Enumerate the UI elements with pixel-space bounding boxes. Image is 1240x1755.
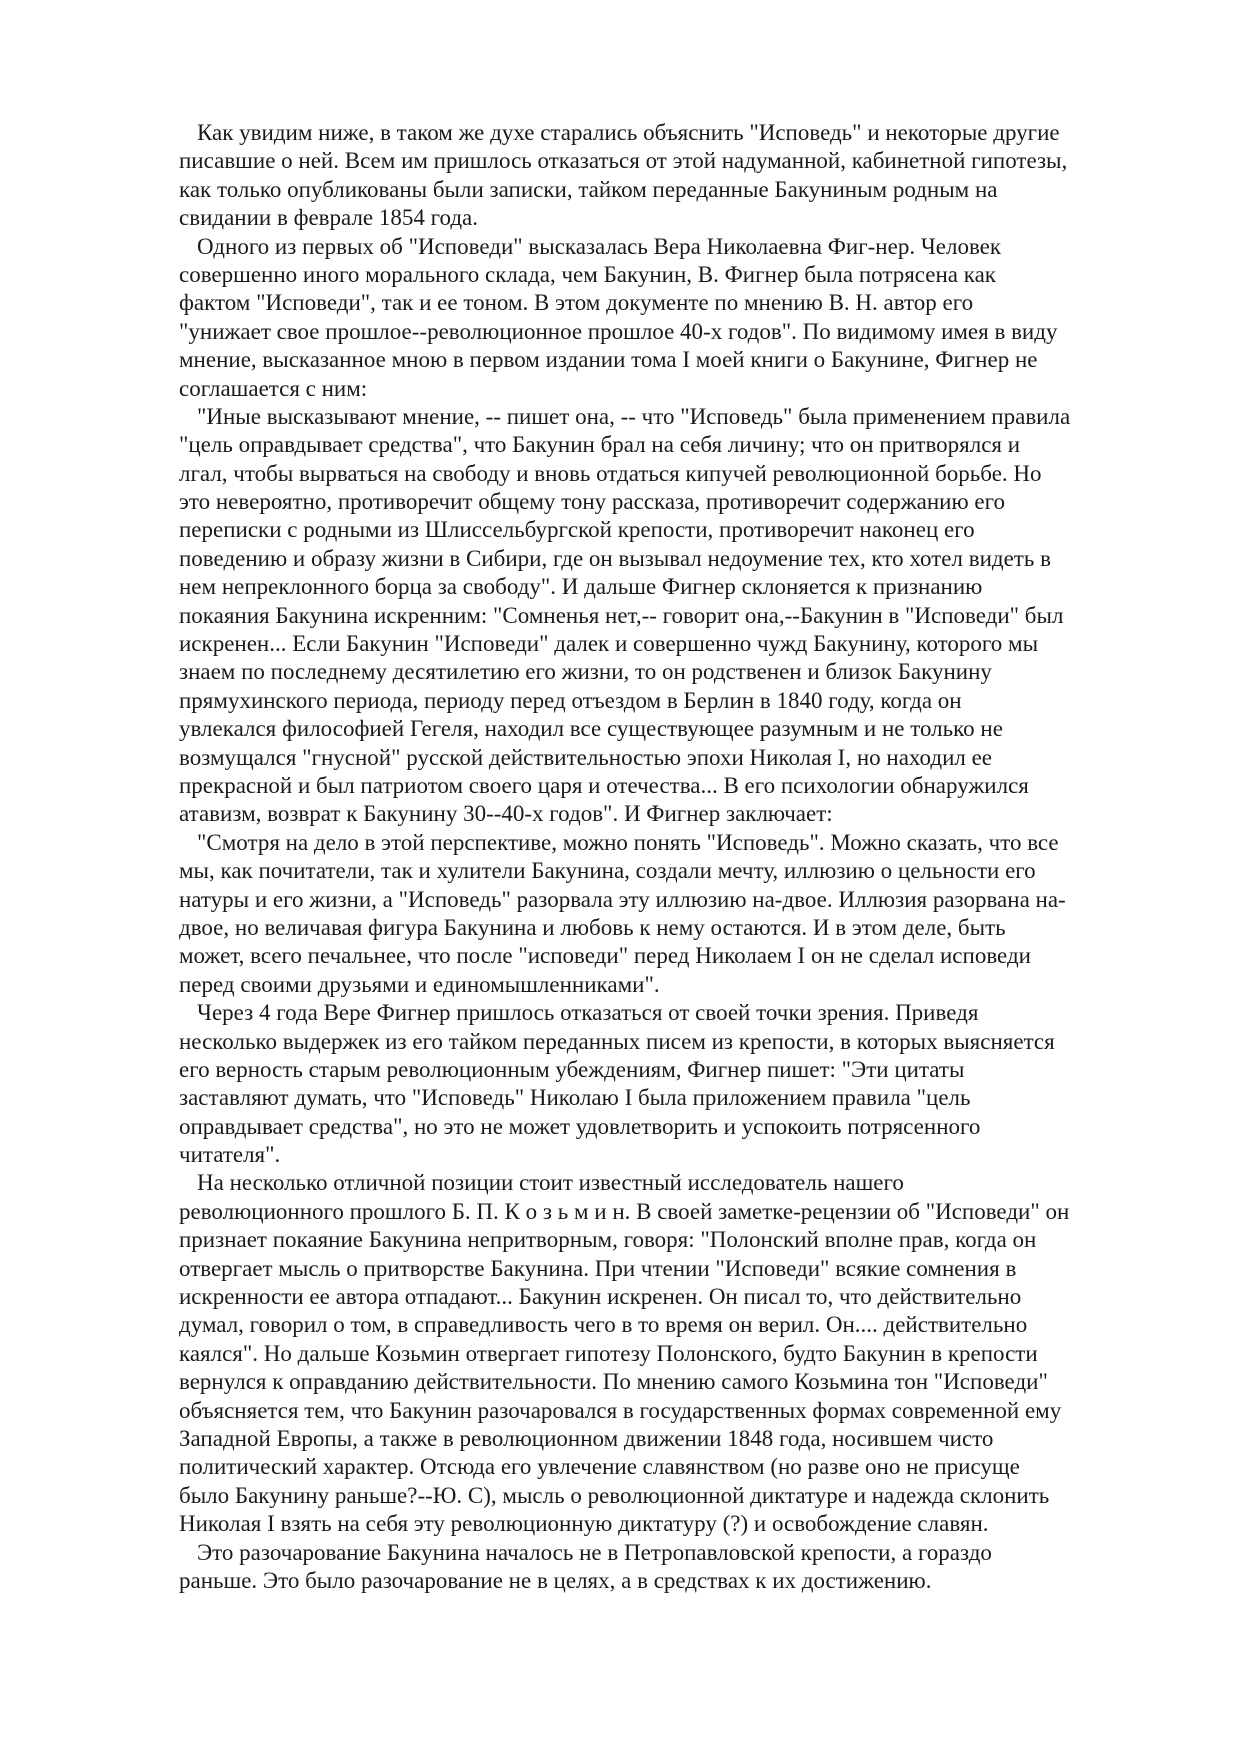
text-line: "унижает свое прошлое--революционное прошлое 40-х годов". По видимому имея в виду — [179, 318, 1058, 344]
text-line: революционного прошлого Б. П. К о з ь м и н. В своей заметке-рецензии об "Исповеди" он — [179, 1198, 1070, 1224]
text-line: читателя". — [179, 1142, 281, 1168]
text-line: несколько выдержек из его тайком переданных писем из крепости, в которых выясняется — [179, 1028, 1055, 1054]
paragraph-first-line: На несколько отличной позиции стоит известный исследователь нашего — [197, 1170, 904, 1196]
text-line: искренности ее автора отпадают... Бакунин искренен. Он писал то, что действительно — [179, 1284, 1022, 1310]
text-line: прекрасной и был патриотом своего царя и отечества... В его психологии обнаружился — [179, 772, 1029, 798]
text-line: объясняется тем, что Бакунин разочаровался в государственных формах современной ему — [179, 1397, 1062, 1423]
text-line: совершенно иного морального склада, чем Бакунин, В. Фигнер была потрясена как — [179, 261, 996, 287]
text-line: лгал, чтобы вырваться на свободу и вновь отдаться кипучей революционной борьбе. Но — [179, 460, 1042, 486]
text-line: заставляют думать, что "Исповедь" Николаю I была приложением правила "цель — [179, 1085, 971, 1111]
text-line: Николая I взять на себя эту революционную диктатуру (?) и освобождение славян. — [179, 1511, 989, 1537]
text-line: как только опубликованы были записки, тайком переданные Бакуниным родным на — [179, 176, 998, 202]
text-line: возмущался "гнусной" русской действительностью эпохи Николая I, но находил ее — [179, 744, 993, 770]
text-line: Западной Европы, а также в революционном движении 1848 года, носившем чисто — [179, 1425, 994, 1451]
text-line: признает покаяние Бакунина непритворным, говоря: "Полонский вполне прав, когда он — [179, 1227, 1037, 1253]
text-line: вернулся к оправданию действительности. По мнению самого Козьмина тон "Исповеди" — [179, 1369, 1048, 1395]
text-line: это невероятно, противоречит общему тону рассказа, противоречит содержанию его — [179, 489, 1005, 515]
text-line: отвергает мысль о притворстве Бакунина. При чтении "Исповеди" всякие сомнения в — [179, 1255, 1017, 1281]
text-line: мы, как почитатели, так и хулители Бакунина, создали мечту, иллюзию о цельности его — [179, 858, 1036, 884]
text-line: раньше. Это было разочарование не в целях, а в средствах к их достижению. — [179, 1567, 932, 1593]
text-line: фактом "Исповеди", так и ее тоном. В этом документе по мнению В. Н. автор его — [179, 290, 974, 316]
text-line: соглашается с ним: — [179, 375, 368, 401]
text-line: каялся". Но дальше Козьмин отвергает гипотезу Полонского, будто Бакунин в крепости — [179, 1340, 1038, 1366]
text-line: натуры и его жизни, а "Исповедь" разорвала эту иллюзию на-двое. Иллюзия разорвана на- — [179, 886, 1066, 912]
paragraph-first-line: Через 4 года Вере Фигнер пришлось отказаться от своей точки зрения. Приведя — [197, 1000, 979, 1026]
text-line: поведению и образу жизни в Сибири, где он вызывал недоумение тех, кто хотел видеть в — [179, 545, 1051, 571]
text-line: мнение, высказанное мною в первом издании тома I моей книги о Бакунине, Фигнер не — [179, 347, 1038, 373]
paragraph-first-line: "Иные высказывают мнение, -- пишет она, -- что "Исповедь" была применением правила — [197, 403, 1071, 429]
text-line: знаем по последнему десятилетию его жизни, то он родственен и близок Бакунину — [179, 659, 992, 685]
text-line: покаяния Бакунина искренним: "Сомненья нет,-- говорит она,--Бакунин в "Исповеди" был — [179, 602, 1064, 628]
paragraph-first-line: Как увидим ниже, в таком же духе старались объяснить "Исповедь" и некоторые другие — [197, 120, 1060, 145]
paragraph-first-line: "Смотря на дело в этой перспективе, можно понять "Исповедь". Можно сказать, что все — [197, 829, 1059, 855]
document-text-body — [179, 119, 1179, 1595]
text-line: увлекался философией Гегеля, находил все существующее разумным и не только не — [179, 716, 1003, 742]
text-line: политический характер. Отсюда его увлечение славянством (но разве оно не присуще — [179, 1454, 1020, 1480]
text-line: оправдывает средства", но это не может удовлетворить и успокоить потрясенного — [179, 1113, 981, 1139]
text-line: думал, говорил о том, в справедливость чего в то время он верил. Он.... действительно — [179, 1312, 1028, 1338]
text-line: искренен... Если Бакунин "Исповеди" далек и совершенно чужд Бакунину, которого мы — [179, 631, 1039, 657]
paragraph-first-line: Это разочарование Бакунина началось не в Петропавловской крепости, а гораздо — [197, 1539, 992, 1565]
text-line: было Бакунину раньше?--Ю. С), мысль о революционной диктатуре и надежда склонить — [179, 1482, 1050, 1508]
text-line: перед своими друзьями и единомышленниками". — [179, 971, 660, 997]
text-line: свидании в феврале 1854 года. — [179, 205, 478, 231]
text-line: нем непреклонного борца за свободу". И дальше Фигнер склоняется к признанию — [179, 574, 983, 600]
text-line: писавшие о ней. Всем им пришлось отказаться от этой надуманной, кабинетной гипотезы, — [179, 148, 1068, 174]
text-line: атавизм, возврат к Бакунину 30--40-х годов". И Фигнер заключает: — [179, 801, 833, 827]
text-line: двое, но величавая фигура Бакунина и любовь к нему остаются. И в этом деле, быть — [179, 914, 1006, 940]
text-line: "цель оправдывает средства", что Бакунин брал на себя личину; что он притворялся и — [179, 432, 1021, 458]
text-line: прямухинского периода, периоду перед отъездом в Берлин в 1840 году, когда он — [179, 687, 962, 713]
paragraph-first-line: Одного из первых об "Исповеди" высказалась Вера Николаевна Фиг-нер. Человек — [197, 233, 1002, 259]
text-line: может, всего печальнее, что после "исповеди" перед Николаем I он не сделал исповеди — [179, 943, 1031, 969]
text-line: его верность старым революционным убеждениям, Фигнер пишет: "Эти цитаты — [179, 1056, 965, 1082]
text-line: переписки с родными из Шлиссельбургской крепости, противоречит наконец его — [179, 517, 975, 543]
